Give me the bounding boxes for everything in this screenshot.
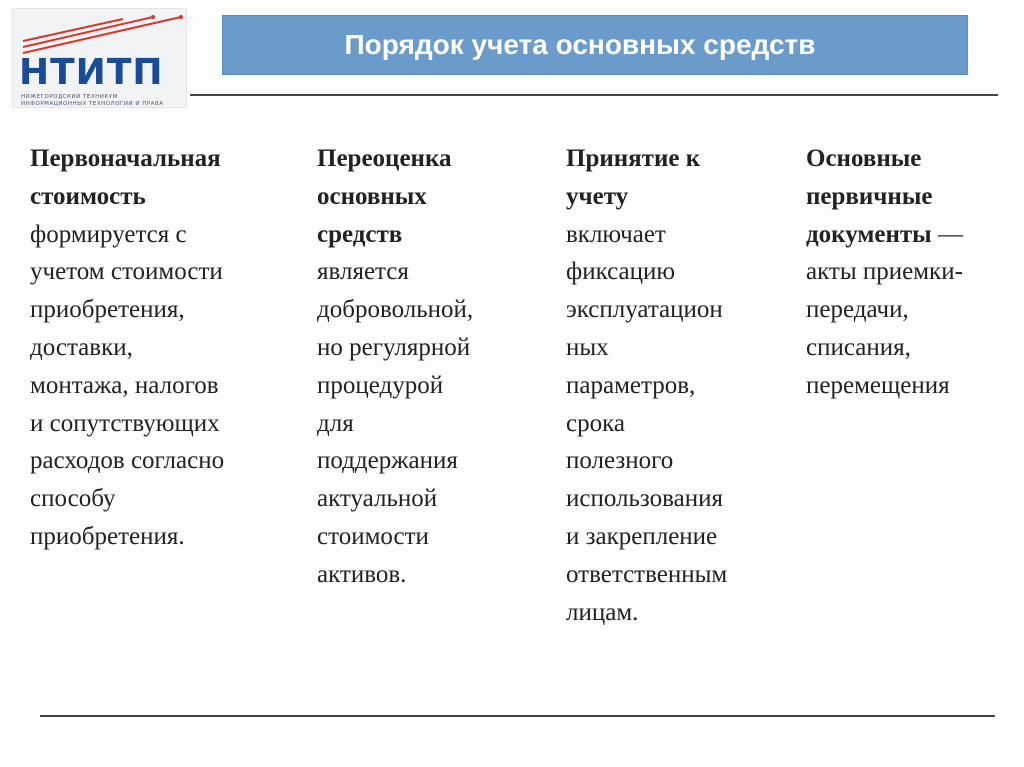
title-bar — [222, 15, 968, 75]
column-heading: Основные первичные документы — [806, 145, 933, 248]
column-body: акты приемки- передачи, списания, перемещения — [806, 258, 963, 399]
column-heading: Первоначальная стоимость — [30, 145, 221, 210]
column-heading-dash: — — [931, 220, 963, 248]
column-body: включает фиксацию эксплуатацион ных параметров, срока полезного использования и закрепление ответственным лицам. — [566, 220, 728, 626]
top-divider — [190, 94, 998, 96]
logo-subtitle-1: НИЖЕГОРОДСКИЙ ТЕХНИКУМ — [21, 94, 118, 100]
logo-name: НТИТП — [19, 52, 164, 93]
column-body: является добровольной, но регулярной процедурой для поддержания актуальной стоимости активов. — [317, 258, 474, 588]
column-acceptance — [566, 140, 796, 631]
page-title: Порядок учета основных средств — [344, 29, 816, 60]
logo-subtitle-2: ИНФОРМАЦИОННЫХ ТЕХНОЛОГИЙ И ПРАВА — [21, 101, 164, 107]
column-primary-documents — [806, 140, 1016, 405]
college-logo — [12, 8, 187, 108]
column-initial-cost — [30, 140, 290, 556]
bottom-divider — [40, 715, 995, 717]
column-revaluation — [317, 140, 547, 594]
column-heading: Принятие к учету — [566, 145, 701, 210]
column-body: формируется с учетом стоимости приобретения, доставки, монтажа, налогов и сопутствующих расходов согласно способу приобретения. — [30, 220, 225, 550]
column-heading: Переоценка основных средств — [317, 145, 452, 248]
